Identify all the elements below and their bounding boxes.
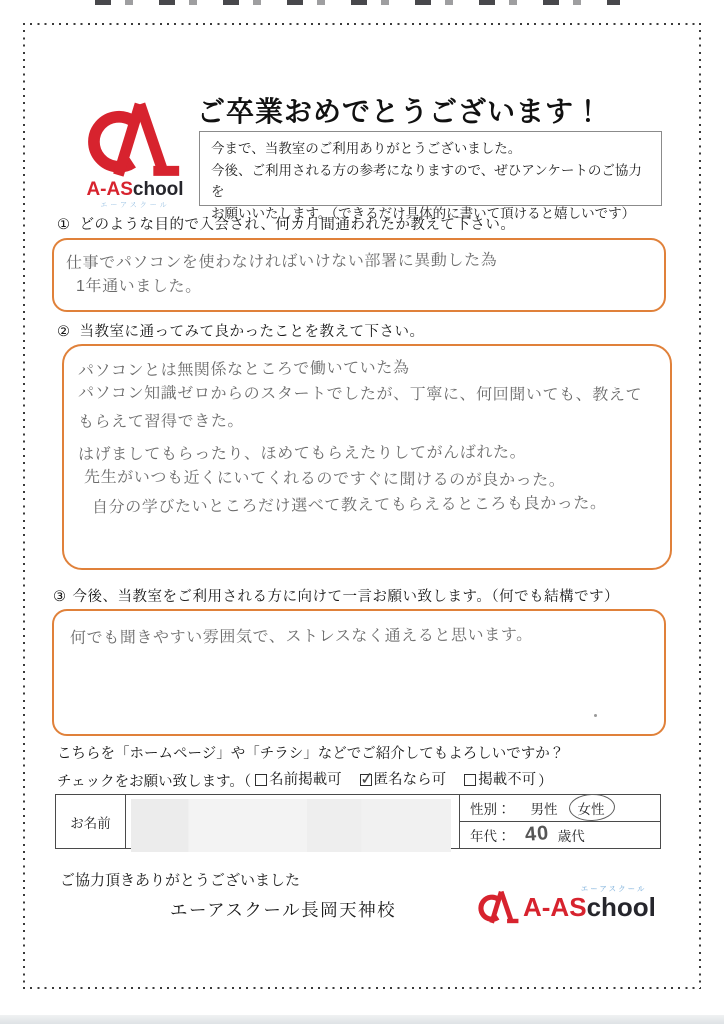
logo-bottom-wordmark-red: A-AS <box>523 891 587 922</box>
answer-2-line-2: パソコン知識ゼロからのスタートでしたが、丁寧に、何回聞いても、教えて <box>77 384 643 404</box>
answer-box-3 <box>52 609 666 736</box>
checkbox-name-ok <box>255 767 342 793</box>
answer-2-line-6: 自分の学びたいところだけ選べて教えてもらえるところも良かった。 <box>91 494 607 517</box>
publish-consent <box>57 741 564 795</box>
consent-options-row <box>57 767 564 795</box>
answer-3-line-1: 何でも聞きやすい雰囲気で、ストレスなく通えると思います。 <box>69 626 533 648</box>
page-title: ご卒業おめでとうございます！ <box>197 96 604 127</box>
question-3-text: 今後、当教室をご利用される方に向けて一言お願い致します。（何でも結構です） <box>72 589 620 605</box>
age-suffix: 歳代 <box>557 828 585 844</box>
answer-1-line-1: 仕事でパソコンを使わなければいけない部署に異動した為 <box>65 252 498 273</box>
logo-bottom-subtext: エーアスクール <box>581 885 647 893</box>
gender-cell <box>460 795 660 822</box>
checkbox-no-publish <box>464 767 536 793</box>
name-redaction-blur <box>131 799 451 852</box>
answer-box-2 <box>62 344 672 570</box>
checkbox-name-ok-label: 名前掲載可 <box>269 772 342 788</box>
consent-suffix: ） <box>538 774 553 790</box>
ca-logo-mark <box>85 98 185 178</box>
answer-2-line-1: パソコンとは無関係なところで働いていた為 <box>77 359 410 381</box>
name-value-cell <box>126 795 460 848</box>
question-3-label <box>53 585 619 606</box>
school-logo-bottom <box>477 885 656 924</box>
dotted-border-top <box>23 23 701 25</box>
logo-wordmark-red: A-AS <box>86 179 133 200</box>
scan-speck <box>594 714 597 717</box>
question-3-number: ③ <box>53 589 67 605</box>
checkbox-anonymous-ok-box <box>360 774 372 786</box>
intro-line-3: お願いいたします。（できるだけ具体的に書いて頂けると嬉しいです） <box>211 205 636 221</box>
dotted-border-bottom <box>23 987 701 989</box>
intro-box <box>199 131 662 221</box>
age-cell <box>460 822 660 849</box>
respondent-table <box>55 794 661 849</box>
dotted-border-right <box>699 23 701 989</box>
checkbox-no-publish-label: 掲載不可 <box>478 772 537 788</box>
thanks-message: ご協力頂きありがとうございました <box>60 872 301 889</box>
logo-subtext: エーアスクール <box>100 202 170 209</box>
checkbox-name-ok-box <box>255 774 267 786</box>
question-1-text: どのような目的で入会され、何カ月間通われたか教えて下さい。 <box>79 217 516 233</box>
question-1-label <box>57 213 515 234</box>
checkbox-no-publish-box <box>464 774 476 786</box>
answer-2-line-5: 先生がいつも近くにいてくれるのですぐに聞けるのが良かった。 <box>83 469 566 490</box>
question-2-number: ② <box>57 324 71 340</box>
gender-option-female: 女性 <box>576 798 607 818</box>
scan-artifact-bottom <box>0 1015 724 1024</box>
logo-bottom-wordmark-dark: chool <box>586 891 656 922</box>
logo-wordmark-dark: chool <box>132 179 184 200</box>
intro-line-1: 今まで、当教室のご利用ありがとうございました。 <box>211 141 522 156</box>
question-1-number: ① <box>57 217 71 233</box>
answer-2-line-4: はげましてもらったり、ほめてもらえたりしてがんばれた。 <box>77 444 527 464</box>
school-name: エーアスクール長岡天神校 <box>170 900 397 920</box>
dotted-border-left <box>23 23 25 989</box>
answer-box-1 <box>52 238 666 312</box>
checkbox-anonymous-ok-label: 匿名なら可 <box>373 772 447 788</box>
intro-line-2: 今後、ご利用される方の参考になりますので、ぜひアンケートのご協力を <box>211 162 642 199</box>
gender-option-male: 男性 <box>530 801 558 817</box>
consent-question: こちらを「ホームページ」や「チラシ」などでご紹介してもよろしいですか？ <box>57 746 565 762</box>
name-label-cell: お名前 <box>56 795 126 848</box>
answer-2-line-3: もらえて習得できた。 <box>77 412 245 432</box>
handwritten-age-value: 40 <box>523 822 550 847</box>
gender-label: 性別： <box>470 801 511 817</box>
consent-prefix: チェックをお願い致します。（ <box>57 774 252 790</box>
age-label: 年代： <box>470 828 511 844</box>
ca-logo-mark-bottom <box>477 889 521 924</box>
logo-bottom-wordmark <box>523 885 656 922</box>
question-2-text: 当教室に通ってみて良かったことを教えて下さい。 <box>79 324 425 340</box>
checkbox-anonymous-ok <box>360 767 447 793</box>
answer-1-line-2: 1年通いました。 <box>75 278 202 296</box>
question-2-label <box>57 320 425 341</box>
logo-wordmark <box>72 180 198 199</box>
school-logo-top <box>72 98 198 210</box>
scan-artifact-top <box>95 0 620 5</box>
